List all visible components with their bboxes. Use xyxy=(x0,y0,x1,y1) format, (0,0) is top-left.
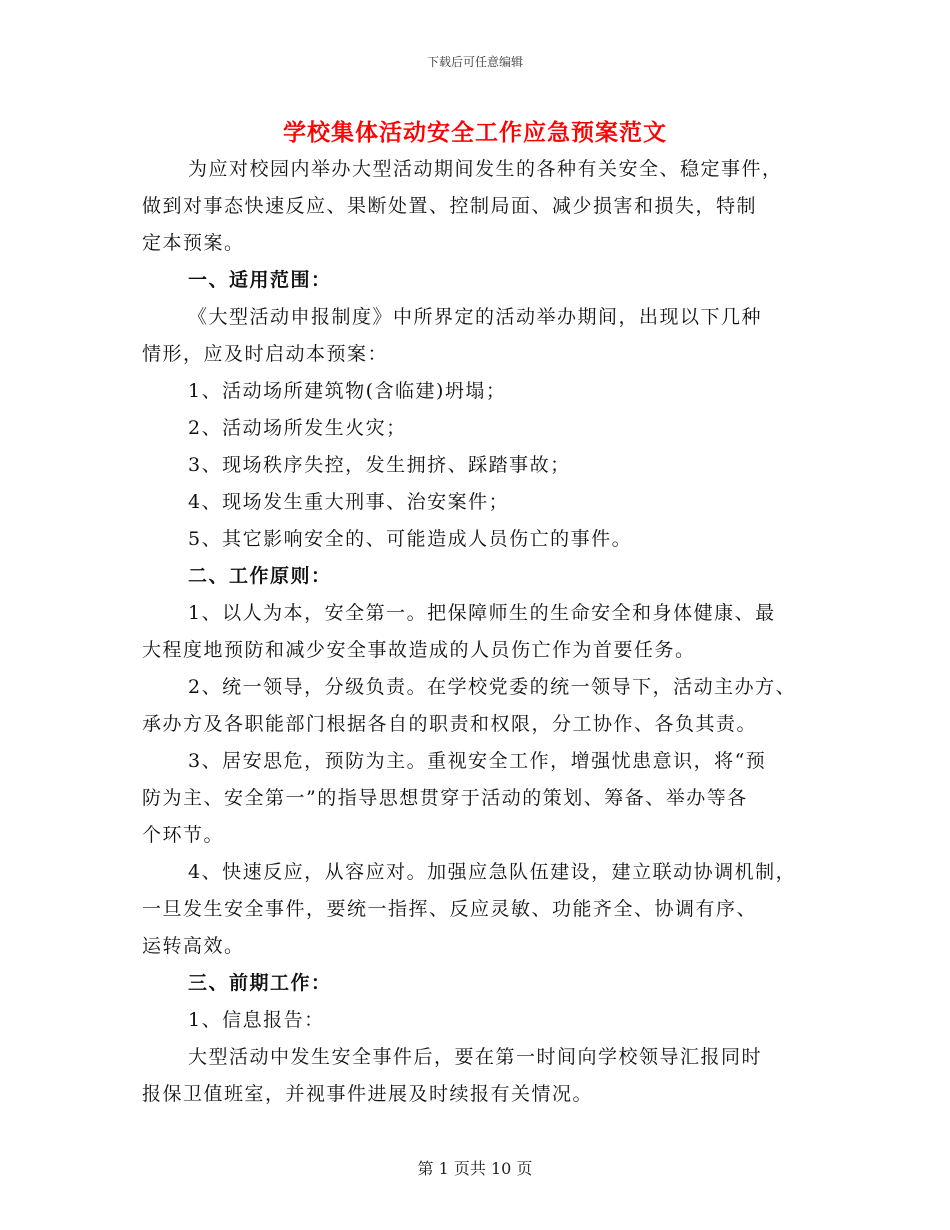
list-item: 4、现场发生重大刑事、治安案件； xyxy=(188,491,510,513)
header-note: 下载后可任意编辑 xyxy=(426,55,523,69)
paragraph-line: 定本预案。 xyxy=(142,232,245,254)
document-title: 学校集体活动安全工作应急预案范文 xyxy=(283,119,667,146)
paragraph-line: 2、统一领导，分级负责。在学校党委的统一领导下，活动主办方、 xyxy=(188,676,797,698)
list-item: 1、信息报告： xyxy=(188,1009,325,1031)
paragraph-line: 1、以人为本，安全第一。把保障师生的生命安全和身体健康、最 xyxy=(188,602,776,624)
paragraph-line: 一旦发生安全事件，要统一指挥、反应灵敏、功能齐全、协调有序、 xyxy=(142,898,758,920)
paragraph-line: 大型活动中发生安全事件后，要在第一时间向学校领导汇报同时 xyxy=(188,1046,763,1068)
paragraph-line: 3、居安思危，预防为主。重视安全工作，增强忧患意识，将“预 xyxy=(188,750,767,772)
paragraph-line: 情形，应及时启动本预案： xyxy=(142,343,389,365)
paragraph-line: 4、快速反应，从容应对。加强应急队伍建设，建立联动协调机制， xyxy=(188,861,797,883)
list-item: 3、现场秩序失控，发生拥挤、踩踏事故； xyxy=(188,454,571,476)
paragraph-line: 防为主、安全第一”的指导思想贯穿于活动的策划、筹备、举办等各 xyxy=(142,787,748,809)
paragraph-line: 做到对事态快速反应、果断处置、控制局面、减少损害和损失，特制 xyxy=(142,195,758,217)
list-item: 2、活动场所发生火灾； xyxy=(188,417,407,439)
paragraph-line: 为应对校园内举办大型活动期间发生的各种有关安全、稳定事件， xyxy=(188,158,783,180)
list-item: 5、其它影响安全的、可能造成人员伤亡的事件。 xyxy=(188,528,633,550)
list-item: 1、活动场所建筑物(含临建)坍塌； xyxy=(188,380,507,402)
page-footer: 第 1 页共 10 页 xyxy=(417,1159,533,1178)
paragraph-line: 报保卫值班室，并视事件进展及时续报有关情况。 xyxy=(142,1083,594,1105)
section-heading-principles: 二、工作原则： xyxy=(188,565,332,587)
section-heading-scope: 一、适用范围： xyxy=(188,269,332,291)
paragraph-line: 个环节。 xyxy=(142,824,225,846)
document-body xyxy=(142,151,810,1113)
paragraph-line: 运转高效。 xyxy=(142,935,245,957)
paragraph-line: 大程度地预防和减少安全事故造成的人员伤亡作为首要任务。 xyxy=(142,639,696,661)
paragraph-line: 《大型活动申报制度》中所界定的活动举办期间，出现以下几种 xyxy=(188,306,763,328)
paragraph-line: 承办方及各职能部门根据各自的职责和权限，分工协作、各负其责。 xyxy=(142,713,758,735)
section-heading-preparation: 三、前期工作： xyxy=(188,972,332,994)
